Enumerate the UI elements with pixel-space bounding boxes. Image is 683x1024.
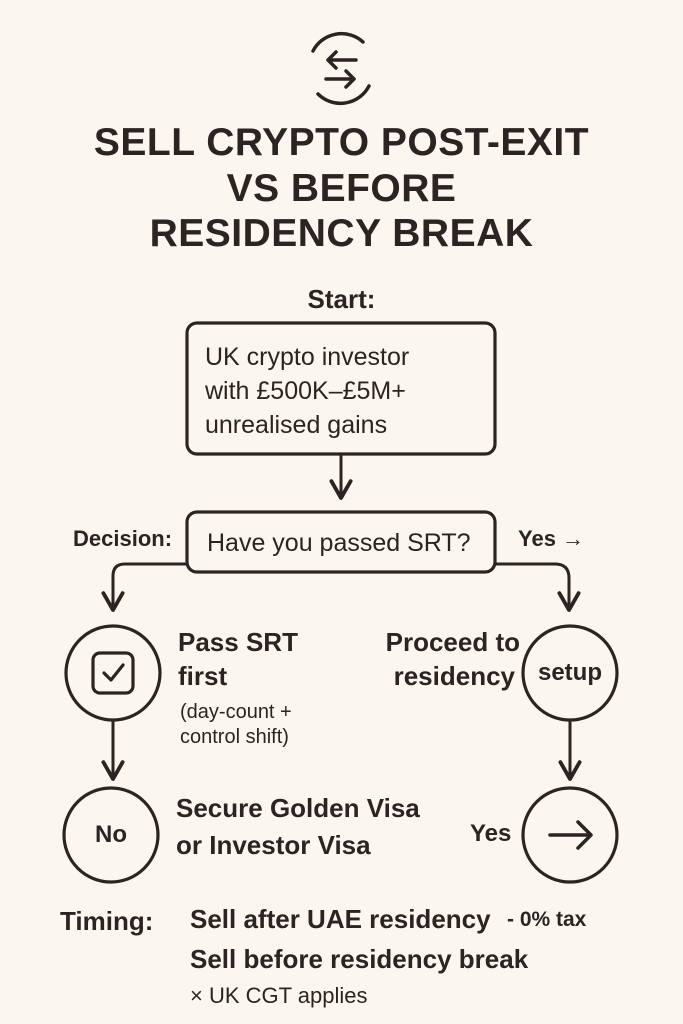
page-title-line-1: SELL CRYPTO POST-EXIT — [93, 121, 590, 164]
start-box-line-3: unrealised gains — [205, 411, 388, 439]
exchange-arrows-icon — [313, 34, 369, 104]
start-box-line-1: UK crypto investor — [205, 343, 410, 371]
proceed-line-1: Proceed to — [385, 627, 520, 657]
decision-left-branch-arrow — [113, 564, 187, 610]
pass-srt-title-line-1: Pass SRT — [178, 627, 298, 657]
start-label: Start: — [307, 284, 376, 314]
visa-line-1: Secure Golden Visa — [176, 793, 420, 823]
start-box-line-2: with £500K–£5M+ — [205, 377, 406, 405]
timing-line-1: Sell after UAE residency — [190, 904, 491, 934]
visa-line-2: or Investor Visa — [176, 830, 371, 860]
page-title-line-2: VS BEFORE — [226, 167, 457, 210]
pass-srt-title-line-2: first — [178, 661, 228, 691]
timing-line-3: × UK CGT applies — [190, 983, 368, 1008]
proceed-line-2: residency — [393, 661, 515, 691]
timing-label: Timing: — [60, 906, 154, 936]
timing-line-1-suffix: - 0% tax — [507, 908, 587, 931]
setup-circle-label: setup — [537, 659, 602, 686]
pass-srt-note-line-2: control shift) — [180, 726, 289, 748]
page-title-line-3: RESIDENCY BREAK — [149, 212, 534, 255]
yes-label: Yes — [470, 820, 512, 847]
checkbox-check-icon — [93, 653, 133, 693]
timing-line-2: Sell before residency break — [190, 944, 529, 974]
pass-srt-note-line-1: (day-count + — [180, 701, 292, 723]
pass-srt-circle — [66, 626, 160, 720]
no-circle-label: No — [95, 821, 127, 848]
decision-label: Decision: — [73, 526, 173, 551]
decision-right-branch-arrow — [495, 564, 569, 610]
arrow-right-icon — [550, 822, 591, 848]
decision-question: Have you passed SRT? — [207, 529, 471, 557]
decision-yes-label: Yes → — [518, 526, 585, 551]
